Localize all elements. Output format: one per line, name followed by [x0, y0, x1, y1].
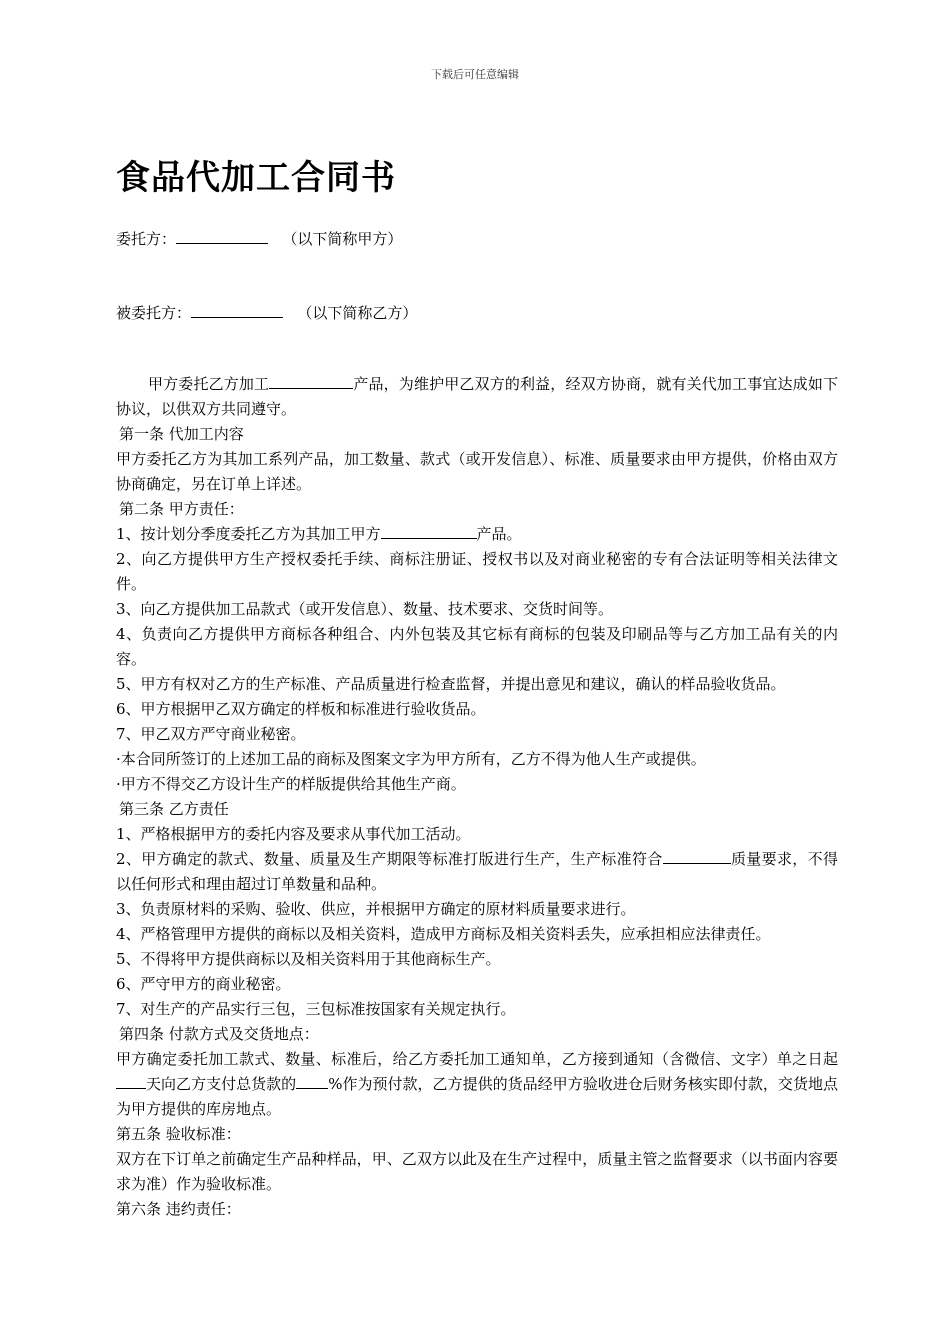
s3-i2-blank [663, 849, 731, 864]
section-3-item-2 [116, 847, 838, 897]
section-3-item-5: 5、不得将甲方提供商标以及相关资料用于其他商标生产。 [116, 950, 501, 968]
section-1-text: 甲方委托乙方为其加工系列产品，加工数量、款式（或开发信息）、标准、质量要求由甲方提供，价格由双方协商确定，另在订单上详述。 [116, 450, 838, 493]
section-5-title: 第五条 验收标准： [116, 1125, 241, 1143]
section-3-item-1: 1、严格根据甲方的委托内容及要求从事代加工活动。 [116, 825, 471, 843]
section-3-item-4: 4、严格管理甲方提供的商标以及相关资料，造成甲方商标及相关资料丢失，应承担相应法律责任。 [116, 925, 771, 943]
intro-post: 产品，为维护甲乙双方的利益，经双方协商，就有关代加工事宜达成如下协议，以供双方共同遵守。 [116, 375, 838, 418]
s4-percent-blank [296, 1074, 328, 1089]
section-2-bullet-2: ·甲方不得交乙方设计生产的样版提供给其他生产商。 [116, 775, 466, 793]
s2-i1-blank [381, 524, 477, 539]
contract-title: 食品代加工合同书 [116, 158, 396, 198]
party-a-blank [176, 229, 268, 244]
s4-t2: 天向乙方支付总货款的 [146, 1075, 297, 1093]
intro-pre: 甲方委托乙方加工 [148, 375, 270, 393]
section-4-title: 第四条 付款方式及交货地点： [119, 1025, 319, 1043]
section-2-item-3: 3、向乙方提供加工品款式（或开发信息）、数量、技术要求、交货时间等。 [116, 600, 614, 618]
party-b-label: 被委托方： [116, 304, 192, 322]
s4-t1: 甲方确定委托加工款式、数量、标准后，给乙方委托加工通知单，乙方接到通知（含微信、文字）单之日起 [116, 1050, 838, 1068]
section-2-title: 第二条 甲方责任： [119, 500, 244, 518]
s3-i2-pre: 2、甲方确定的款式、数量、质量及生产期限等标准打版进行生产，生产标准符合 [116, 850, 663, 868]
section-2-item-4: 4、负责向乙方提供甲方商标各种组合、内外包装及其它标有商标的包装及印刷品等与乙方加工品有关的内容。 [116, 625, 838, 668]
s3-i2-post: 质量要求，不得以任何形式和理由超过订单数量和品种。 [116, 850, 838, 893]
section-4-text [116, 1047, 838, 1122]
section-2-item-7: 7、甲乙双方严守商业秘密。 [116, 725, 306, 743]
party-a-note: （以下简称甲方） [282, 230, 403, 248]
s4-t3: %作为预付款，乙方提供的货品经甲方验收进仓后财务核实即付款，交货地点为甲方提供的库房地点。 [116, 1075, 838, 1118]
section-2-bullet-1: ·本合同所签订的上述加工品的商标及图案文字为甲方所有，乙方不得为他人生产或提供。 [116, 750, 706, 768]
section-3-title: 第三条 乙方责任 [119, 800, 229, 818]
section-3-item-3: 3、负责原材料的采购、验收、供应，并根据甲方确定的原材料质量要求进行。 [116, 900, 636, 918]
party-a-line [116, 228, 402, 249]
intro-paragraph [116, 372, 838, 422]
section-1-title: 第一条 代加工内容 [119, 425, 244, 443]
page-header: 下载后可任意编辑 [431, 68, 519, 81]
s2-i1-post: 产品。 [476, 525, 522, 543]
section-3-item-6: 6、严守甲方的商业秘密。 [116, 975, 291, 993]
party-b-line [116, 302, 417, 323]
section-2-item-2: 2、向乙方提供甲方生产授权委托手续、商标注册证、授权书以及对商业秘密的专有合法证明等相关法律文件。 [116, 550, 838, 593]
contract-body [116, 372, 838, 1222]
section-2-item-1 [116, 522, 838, 547]
party-a-label: 委托方： [116, 230, 177, 248]
section-3-item-7: 7、对生产的产品实行三包，三包标准按国家有关规定执行。 [116, 1000, 516, 1018]
section-6-title: 第六条 违约责任： [116, 1200, 241, 1218]
s4-days-blank [116, 1074, 146, 1089]
s2-i1-pre: 1、按计划分季度委托乙方为其加工甲方 [116, 525, 381, 543]
section-5-text: 双方在下订单之前确定生产品种样品，甲、乙双方以此及在生产过程中，质量主管之监督要求（以书面内容要求为准）作为验收标准。 [116, 1150, 838, 1193]
product-blank [269, 374, 353, 389]
section-2-item-6: 6、甲方根据甲乙双方确定的样板和标准进行验收货品。 [116, 700, 486, 718]
section-2-item-5: 5、甲方有权对乙方的生产标准、产品质量进行检查监督，并提出意见和建议，确认的样品验收货品。 [116, 675, 786, 693]
party-b-note: （以下简称乙方） [297, 304, 418, 322]
party-b-blank [191, 303, 283, 318]
